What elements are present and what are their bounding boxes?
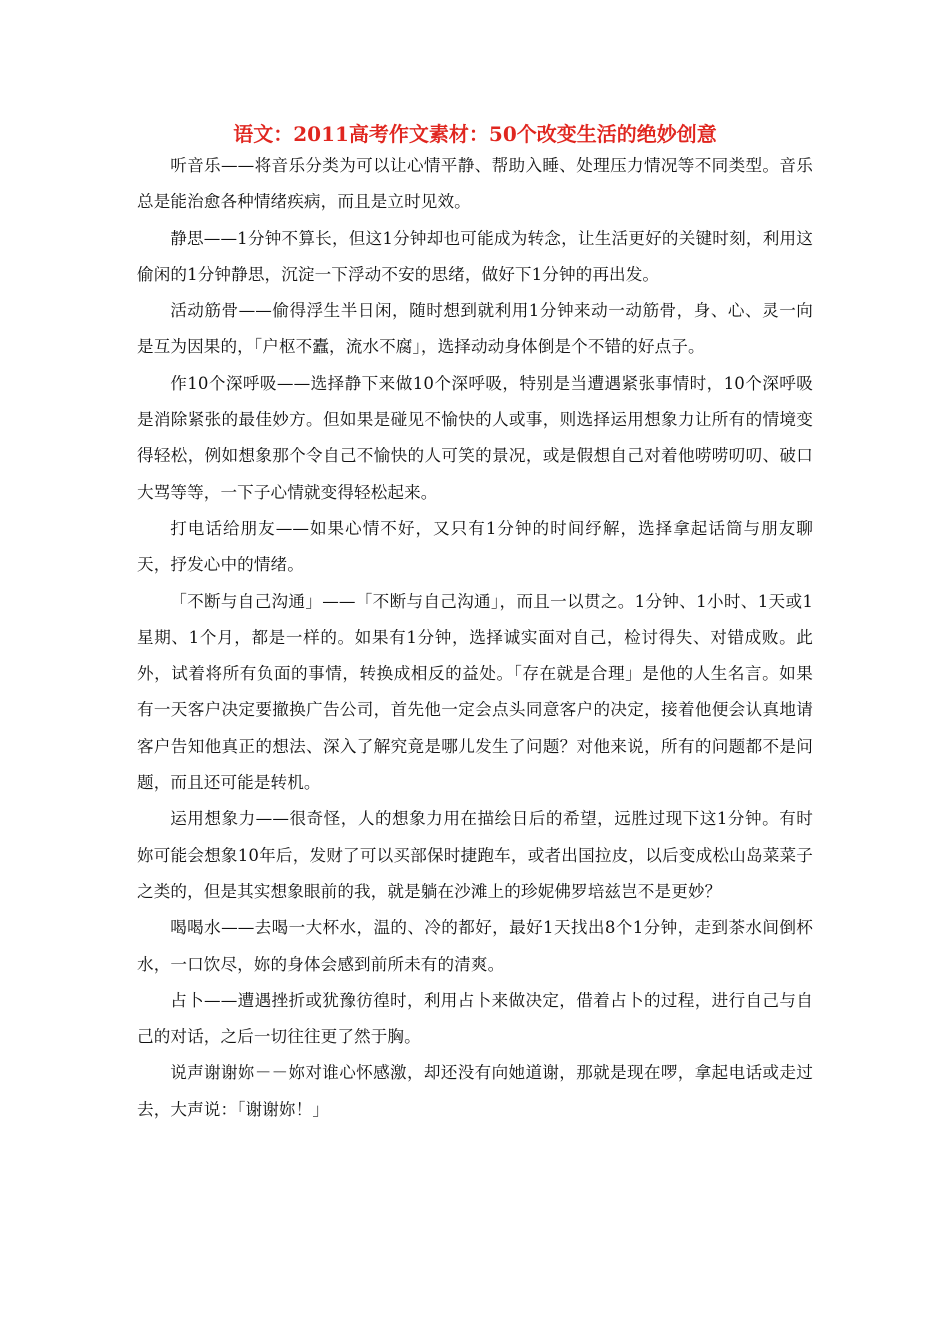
paragraph-say-thanks: 说声谢谢妳－－妳对谁心怀感激，却还没有向她道谢，那就是现在啰，拿起电话或走过去，大声说：「谢谢妳！」 bbox=[137, 1063, 813, 1119]
paragraph-exercise: 活动筋骨——偷得浮生半日闲，随时想到就利用1分钟来动一动筋骨，身、心、灵一向是互为因果的，「户枢不蠹，流水不腐」，选择动动身体倒是个不错的好点子。 bbox=[137, 301, 813, 357]
paragraph-listen-music: 听音乐——将音乐分类为可以让心情平静、帮助入睡、处理压力情况等不同类型。音乐总是能治愈各种情绪疾病，而且是立时见效。 bbox=[137, 156, 813, 212]
paragraph-imagination: 运用想象力——很奇怪，人的想象力用在描绘日后的希望，远胜过现下这1分钟。有时妳可能会想象10年后，发财了可以买部保时捷跑车，或者出国拉皮，以后变成松山岛菜菜子之类的，但是其实想象眼前的我，就是躺在沙滩上的珍妮佛罗培兹岂不是更妙？ bbox=[137, 809, 813, 901]
paragraph-divination: 占卜——遭遇挫折或犹豫彷徨时，利用占卜来做决定，借着占卜的过程，进行自己与自己的对话，之后一切往往更了然于胸。 bbox=[137, 990, 813, 1047]
paragraph-self-communication: 「不断与自己沟通」——「不断与自己沟通」，而且一以贯之。1分钟、1小时、1天或1星期、1个月，都是一样的。如果有1分钟，选择诚实面对自己，检讨得失、对错成败。此外，试着将所有负面的事情，转换成相反的益处。「存在就是合理」是他的人生名言。如果有一天客户决定要撤换广告公司，首先他一定会点头同意客户的决定，接着他便会认真地请客户告知他真正的想法、深入了解究竟是哪儿发生了问题？对他来说，所有的问题都不是问题，而且还可能是转机。 bbox=[137, 591, 813, 793]
paragraph-deep-breath: 作10个深呼吸——选择静下来做10个深呼吸，特别是当遭遇紧张事情时，10个深呼吸是消除紧张的最佳妙方。但如果是碰见不愉快的人或事，则选择运用想象力让所有的情境变得轻松，例如想象那个令自己不愉快的人可笑的景况，或是假想自己对着他唠唠叨叨、破口大骂等等，一下子心情就变得轻松起来。 bbox=[137, 373, 813, 502]
document-title: 语文：2011高考作文素材：50个改变生活的绝妙创意 bbox=[233, 122, 717, 146]
paragraph-drink-water: 喝喝水——去喝一大杯水，温的、冷的都好，最好1天找出8个1分钟，走到茶水间倒杯水，一口饮尽，妳的身体会感到前所未有的清爽。 bbox=[137, 918, 813, 974]
document-body bbox=[137, 148, 813, 1128]
paragraph-call-friend: 打电话给朋友——如果心情不好，又只有1分钟的时间纾解，选择拿起话筒与朋友聊天，抒发心中的情绪。 bbox=[137, 518, 813, 575]
paragraph-meditate: 静思——1分钟不算长，但这1分钟却也可能成为转念，让生活更好的关键时刻，利用这偷闲的1分钟静思，沉淀一下浮动不安的思绪，做好下1分钟的再出发。 bbox=[137, 228, 813, 284]
